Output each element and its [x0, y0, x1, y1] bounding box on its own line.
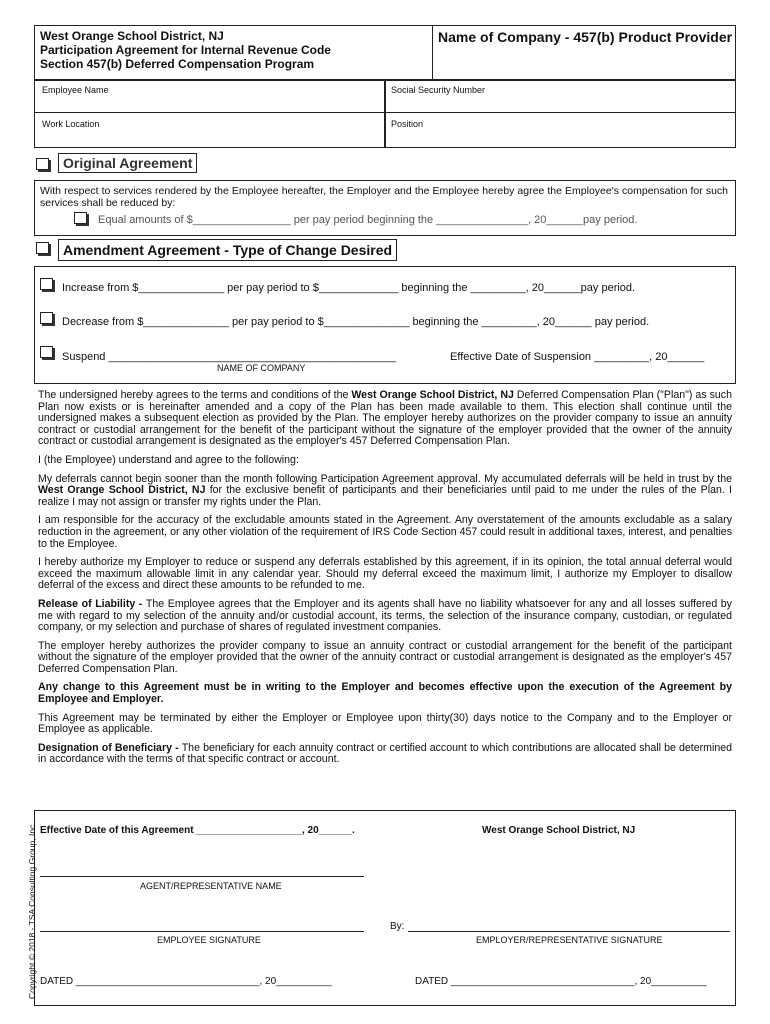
- copyright-text: Copyright © 2018 - TSA Consulting Group, Inc.: [27, 822, 37, 999]
- equal-amounts-text: Equal amounts of $________________ per pay period beginning the _______________, 20______pay period.: [98, 214, 638, 226]
- header-divider: [432, 25, 433, 80]
- effective-date[interactable]: Effective Date of this Agreement ___________________, 20______.: [40, 825, 355, 836]
- district-line3: Section 457(b) Deferred Compensation Program: [40, 57, 315, 71]
- original-intro: With respect to services rendered by the Employee hereafter, the Employer and the Employee hereby agree the Employee's compensation for such services shall be reduced by:: [40, 185, 728, 209]
- beneficiary-paragraph: Designation of Beneficiary - The beneficiary for each annuity contract or certified account to which contributions are allocated shall be determined in accordance with the terms of that specific contract or account.: [38, 741, 732, 766]
- agreement-body: [38, 390, 732, 766]
- employee-signature-label: EMPLOYEE SIGNATURE: [157, 935, 261, 945]
- original-agreement-checkbox[interactable]: [36, 158, 49, 170]
- provider-title: Name of Company - 457(b) Product Provider: [438, 29, 733, 45]
- district-signature-label: West Orange School District, NJ: [482, 825, 636, 836]
- district-line2: Participation Agreement for Internal Revenue Code: [40, 43, 331, 57]
- employer-signature-label: EMPLOYER/REPRESENTATIVE SIGNATURE: [476, 935, 663, 945]
- understand-paragraph: I (the Employee) understand and agree to the following:: [38, 453, 299, 466]
- district-header: [40, 29, 331, 71]
- accuracy-paragraph: I am responsible for the accuracy of the excludable amounts stated in the Agreement. Any overstatement of the amounts excludable as a salary reduction in the agreement, or any other violation of the requirement of IRS Code Section 457 could result in additional taxes, interest, and penalties to the Employee.: [38, 514, 732, 550]
- original-agreement-title: Original Agreement: [58, 153, 197, 173]
- termination-paragraph: This Agreement may be terminated by either the Employer or Employee upon thirty(30) days notice to the Company and to the Employer or Employee as applicable.: [38, 711, 732, 736]
- dated-right[interactable]: DATED _________________________________, 20__________: [415, 976, 707, 987]
- dated-left[interactable]: DATED _________________________________, 20__________: [40, 976, 332, 987]
- amendment-checkbox[interactable]: [36, 242, 49, 254]
- employee-signature-line[interactable]: [40, 931, 364, 932]
- employee-name-label: Employee Name: [42, 85, 109, 95]
- amendment-title: Amendment Agreement - Type of Change Desired: [58, 239, 397, 261]
- decrease-text: Decrease from $______________ per pay period to $______________ beginning the _________, 20______ pay period.: [62, 316, 650, 328]
- employer-signature-line[interactable]: [408, 931, 730, 932]
- by-label: By:: [390, 921, 405, 932]
- liability-paragraph: Release of Liability - The Employee agrees that the Employer and its agents shall have no liability whatsoever for any and all losses suffered by me with regard to my selection of the annuity and/or custodial account, its terms, the selection of the insurance company, custodian, or regulated company, or my selection and purchase of shares of regulated investment companies.: [38, 597, 732, 634]
- district-line1: West Orange School District, NJ: [40, 29, 224, 43]
- authorize-paragraph: I hereby authorize my Employer to reduce or suspend any deferrals established by this agreement, if in its opinion, the total annual deferral would exceed the maximum allowable limit in any calendar year. Should my deferral exceed the maximum limit, I authorize my Employer to disallow deferral of the excess and direct these amounts to be refunded to me.: [38, 556, 732, 592]
- deferrals-paragraph: My deferrals cannot begin sooner than the month following Participation Agreement approval. My accumulated deferrals will be held in trust by the West Orange School District, NJ for the exclusive benefit of participants and their beneficiaries until paid to me under the rules of the Plan. I realize I may not assign or transfer my rights under the Plan.: [38, 472, 732, 508]
- position-field[interactable]: [384, 112, 736, 148]
- decrease-checkbox[interactable]: [40, 312, 53, 324]
- work-location-field[interactable]: [34, 112, 386, 148]
- equal-amounts-checkbox[interactable]: [74, 212, 87, 224]
- ssn-label: Social Security Number: [391, 85, 486, 95]
- terms-paragraph: The undersigned hereby agrees to the terms and conditions of the West Orange School District, NJ Deferred Compensation Plan ("Plan") as such Plan now exists or is hereinafter amended and a copy of the Plan has been made available to them. This election shall continue until the undersigned makes a subsequent election as provided by the Plan. The employer hereby authorizes on the provider company to issue an annuity contract or custodial arrangement for the benefit of the participant without the signature of the employer provided that the owner of the annuity contract or custodial arrangement is designated as the employer's 457 Deferred Compensation Plan.: [38, 389, 732, 448]
- work-location-label: Work Location: [42, 119, 100, 129]
- company-label: NAME OF COMPANY: [217, 363, 306, 373]
- employer-authorize-paragraph: The employer hereby authorizes the provider company to issue an annuity contract or custodial arrangement for the benefit of the participant without the signature of the employer provided that the owner of the annuity contract or custodial arrangement is designated as the employer's 457 Deferred Compensation Plan.: [38, 639, 732, 675]
- agent-line[interactable]: [40, 876, 364, 877]
- increase-text: Increase from $______________ per pay period to $_____________ beginning the _________, 20______pay period.: [62, 282, 636, 294]
- position-label: Position: [391, 119, 424, 129]
- change-paragraph: Any change to this Agreement must be in writing to the Employer and becomes effective upon the execution of the Agreement by Employee and Employer.: [38, 681, 732, 706]
- agent-label: AGENT/REPRESENTATIVE NAME: [140, 881, 282, 891]
- suspend-text: Suspend _______________________________________________: [62, 351, 397, 363]
- suspend-checkbox[interactable]: [40, 346, 53, 358]
- suspend-date-text: Effective Date of Suspension _________, 20______: [450, 351, 705, 363]
- increase-checkbox[interactable]: [40, 278, 53, 290]
